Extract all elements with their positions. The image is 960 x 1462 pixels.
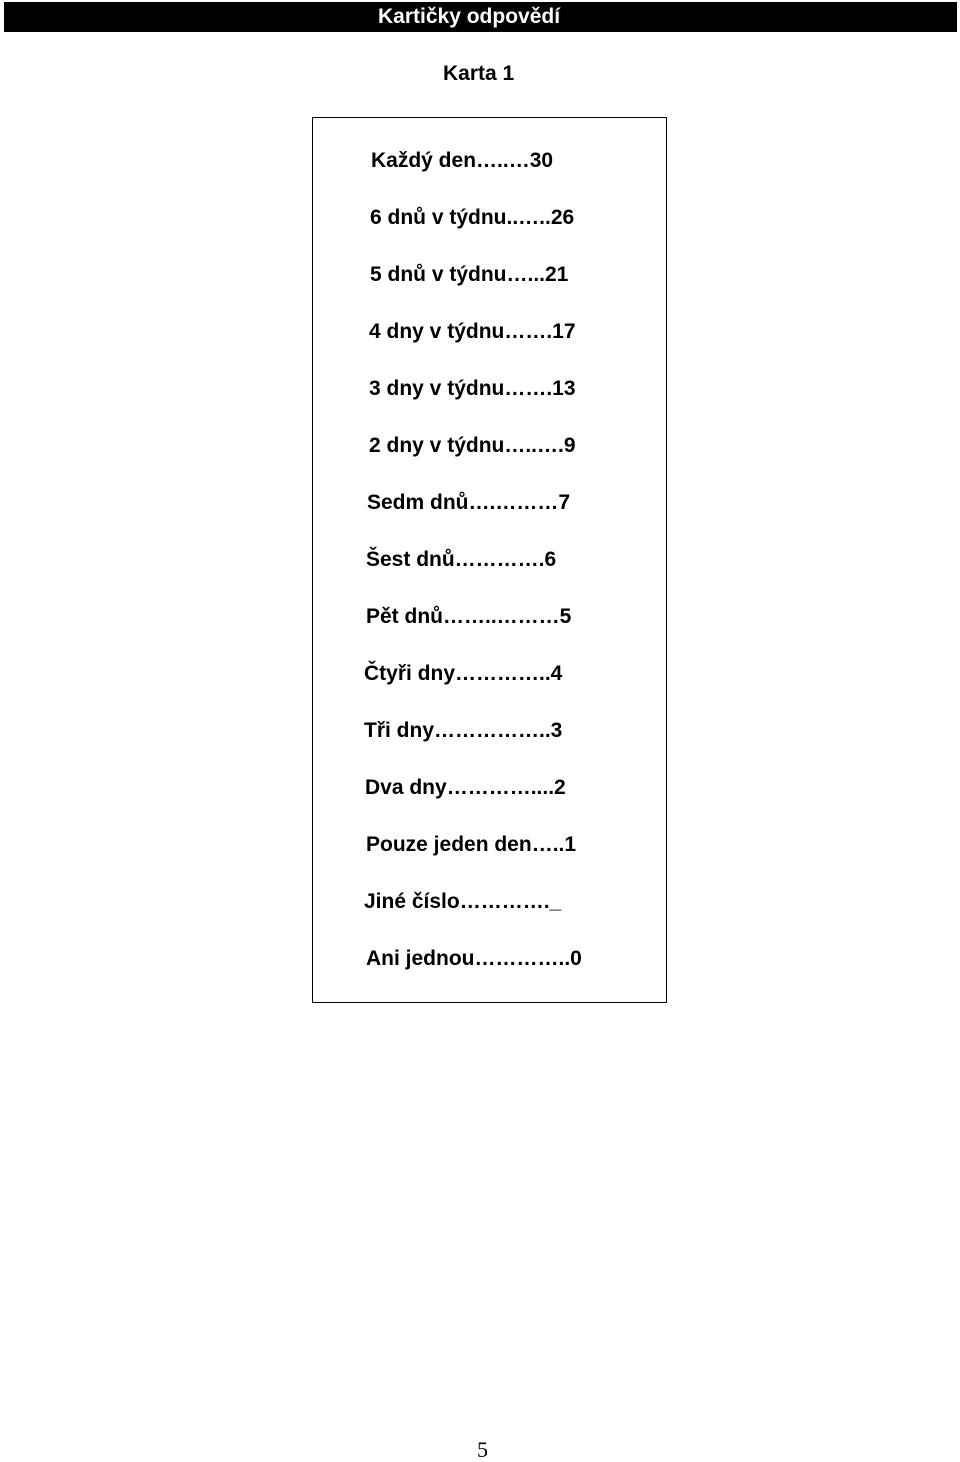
answer-card [312, 117, 667, 1003]
answer-item: Čtyři dny…………..4 [364, 662, 563, 685]
answer-item: Sedm dnů….………7 [367, 491, 571, 514]
page-number: 5 [477, 1437, 488, 1462]
answer-item: Jiné číslo…………._ [364, 890, 562, 913]
answer-item: Dva dny…………....2 [365, 776, 566, 799]
header-bar [4, 2, 957, 32]
answer-item: 4 dny v týdnu…….17 [369, 320, 576, 343]
answer-item: 6 dnů v týdnu..…..26 [370, 206, 575, 229]
header-title: Kartičky odpovědí [378, 5, 561, 28]
answer-item: 3 dny v týdnu…….13 [369, 377, 576, 400]
answer-item: Každý den…..…30 [371, 149, 554, 172]
answer-item: 2 dny v týdnu…..….9 [369, 434, 576, 457]
answer-item: Šest dnů………….6 [366, 548, 557, 571]
answer-item: Ani jednou…………..0 [366, 947, 582, 970]
answer-item: 5 dnů v týdnu…...21 [370, 263, 569, 286]
answer-item: Tři dny……………..3 [364, 719, 563, 742]
answer-item: Pět dnů……..………5 [366, 605, 572, 628]
answer-item: Pouze jeden den…..1 [366, 833, 577, 856]
answer-list [313, 118, 666, 1002]
card-title: Karta 1 [443, 62, 515, 85]
